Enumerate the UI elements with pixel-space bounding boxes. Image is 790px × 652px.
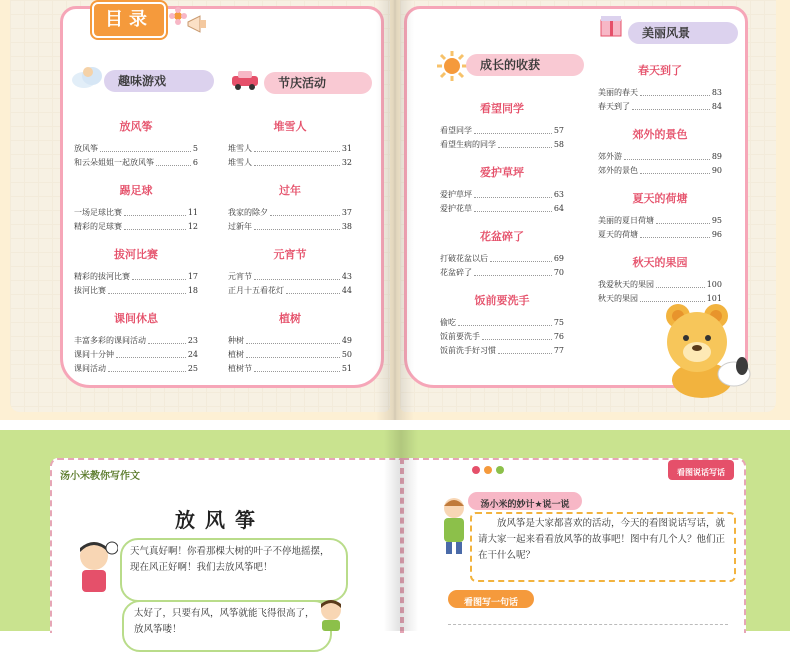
toc-entry-page: 84 <box>711 102 722 111</box>
toc-entry-title: 堆雪人 <box>228 158 252 167</box>
leader-dots <box>498 353 552 354</box>
toc-entry-page: 77 <box>553 346 564 355</box>
leader-dots <box>156 165 191 166</box>
toc-section <box>440 164 564 216</box>
leader-dots <box>474 211 552 212</box>
toc-entry-title: 我爱秋天的果园 <box>598 280 654 289</box>
toc-section-title: 看望同学 <box>480 102 524 115</box>
leader-dots <box>246 357 340 358</box>
toc-entry-page: 24 <box>187 350 198 359</box>
teddy-bear-icon <box>642 300 752 400</box>
toc-entry[interactable] <box>74 362 198 376</box>
toc-entry[interactable] <box>440 316 564 330</box>
toc-entry-title: 和云朵姐姐一起放风筝 <box>74 158 154 167</box>
toc-entry-page: 51 <box>341 364 352 373</box>
toc-entry[interactable] <box>228 362 352 376</box>
toc-entry-title: 植树 <box>228 350 244 359</box>
book-spine-shadow <box>376 0 414 420</box>
toc-section-title: 夏天的荷塘 <box>632 192 688 205</box>
toc-entry-page: 11 <box>187 208 198 217</box>
toc-section-title: 秋天的果园 <box>632 256 688 269</box>
toc-entry[interactable] <box>228 142 352 156</box>
teacher-avatar <box>436 496 472 554</box>
leader-dots <box>474 197 552 198</box>
leader-dots <box>108 293 186 294</box>
book-spine-shadow <box>384 430 418 631</box>
toc-entry-page: 17 <box>187 272 198 281</box>
toc-entry-title: 放风筝 <box>74 144 98 153</box>
category-label: 节庆活动 <box>278 76 327 90</box>
toc-entry[interactable] <box>228 270 352 284</box>
leader-dots <box>474 275 552 276</box>
tip-box <box>470 512 736 582</box>
speech-text: 天气真好啊！你看那棵大树的叶子不停地摇摆，现在风正好啊！我们去放风筝吧！ <box>130 546 330 573</box>
toc-entry[interactable] <box>228 206 352 220</box>
toc-entry[interactable] <box>74 142 198 156</box>
toc-entry[interactable] <box>598 228 722 242</box>
toc-entry-title: 种树 <box>228 336 244 345</box>
toc-section-title: 踢足球 <box>119 184 153 197</box>
toc-column-3 <box>440 100 564 358</box>
toc-section-title: 郊外的景色 <box>632 128 688 141</box>
toc-entry-page: 6 <box>192 158 198 167</box>
toc-entry-title: 拔河比赛 <box>74 286 106 295</box>
toc-entry-title: 偷吃 <box>440 318 456 327</box>
toc-section <box>598 62 722 114</box>
toc-entry-title: 看望生病的同学 <box>440 140 496 149</box>
toc-title: 目录 <box>105 9 153 30</box>
leader-dots <box>624 159 710 160</box>
tip-label <box>468 492 582 510</box>
toc-entry-title: 郊外游 <box>598 152 622 161</box>
toc-entry[interactable] <box>228 156 352 170</box>
gift-icon <box>598 12 628 38</box>
toc-entry-title: 我家的除夕 <box>228 208 268 217</box>
leader-dots <box>640 237 710 238</box>
toc-section-title: 过年 <box>279 184 301 197</box>
toc-entry[interactable] <box>74 156 198 170</box>
tip-text: 放风筝是大家都喜欢的活动，今天的看图说话写话，就请大家一起来看看放风筝的故事吧！图中有几个人？他们正在干什么呢？ <box>478 518 726 561</box>
leader-dots <box>108 371 186 372</box>
toc-entry-title: 爱护花草 <box>440 204 472 213</box>
sentence-label <box>448 590 534 608</box>
toc-section <box>228 118 352 170</box>
leader-dots <box>254 229 340 230</box>
toc-entry-page: 49 <box>341 336 352 345</box>
leader-dots <box>474 133 552 134</box>
toc-entry-title: 饭前洗手好习惯 <box>440 346 496 355</box>
toc-section-title: 堆雪人 <box>273 120 307 133</box>
toc-entry[interactable] <box>440 266 564 280</box>
category-tab-growth <box>466 54 584 76</box>
toc-entry-page: 100 <box>706 280 722 289</box>
toc-entry[interactable] <box>598 150 722 164</box>
girl-avatar <box>316 598 346 631</box>
toc-section <box>598 190 722 242</box>
toc-entry-title: 秋天的果园 <box>598 294 638 303</box>
toc-entry[interactable] <box>74 334 198 348</box>
toc-entry-page: 25 <box>187 364 198 373</box>
leader-dots <box>254 165 340 166</box>
toc-section-title: 植树 <box>279 312 301 325</box>
toc-entry[interactable] <box>598 278 722 292</box>
toc-entry-title: 美丽的春天 <box>598 88 638 97</box>
toc-entry[interactable] <box>598 100 722 114</box>
leader-dots <box>148 343 186 344</box>
toc-entry-page: 12 <box>187 222 198 231</box>
toc-entry-page: 95 <box>711 216 722 225</box>
toc-entry-title: 美丽的夏日荷塘 <box>598 216 654 225</box>
toc-column-2 <box>228 118 352 376</box>
category-tab-games <box>104 70 214 92</box>
toc-entry[interactable] <box>440 202 564 216</box>
toc-entry-page: 32 <box>341 158 352 167</box>
toc-entry-title: 一场足球比赛 <box>74 208 122 217</box>
category-label: 趣味游戏 <box>118 74 167 88</box>
toc-entry[interactable] <box>440 138 564 152</box>
toc-entry[interactable] <box>74 270 198 284</box>
toc-entry[interactable] <box>440 252 564 266</box>
toc-entry-page: 5 <box>192 144 198 153</box>
toc-section <box>228 310 352 376</box>
toc-entry[interactable] <box>74 348 198 362</box>
toc-entry[interactable] <box>228 220 352 234</box>
toc-entry-page: 31 <box>341 144 352 153</box>
toc-title-badge <box>92 2 166 38</box>
toc-entry-title: 课间活动 <box>74 364 106 373</box>
toc-entry[interactable] <box>440 124 564 138</box>
toc-entry-title: 看望同学 <box>440 126 472 135</box>
brand-text: 汤小米教你写作文 <box>60 471 140 482</box>
tip-label-text: 汤小米的妙计★说一说 <box>480 500 570 510</box>
leaf-decoration-icon <box>470 462 520 478</box>
toc-section <box>440 100 564 152</box>
toc-section <box>228 246 352 298</box>
toc-entry[interactable] <box>74 220 198 234</box>
lesson-book-spread <box>0 430 790 635</box>
toc-entry[interactable] <box>598 214 722 228</box>
toc-column-1 <box>74 118 198 376</box>
leader-dots <box>458 325 552 326</box>
leader-dots <box>490 261 552 262</box>
toc-entry-page: 101 <box>706 294 722 303</box>
leader-dots <box>640 173 710 174</box>
toc-entry-title: 精彩的拔河比赛 <box>74 272 130 281</box>
toc-entry-title: 春天到了 <box>598 102 630 111</box>
megaphone-icon <box>186 14 210 34</box>
toc-entry-title: 爱护草坪 <box>440 190 472 199</box>
toc-section-title: 课间休息 <box>114 312 158 325</box>
toc-section <box>74 118 198 170</box>
leader-dots <box>640 95 710 96</box>
toc-entry-page: 57 <box>553 126 564 135</box>
toc-entry-title: 过新年 <box>228 222 252 231</box>
flower-icon <box>168 6 188 26</box>
sun-icon <box>436 50 468 82</box>
toc-entry-page: 23 <box>187 336 198 345</box>
leader-dots <box>246 343 340 344</box>
toc-entry[interactable] <box>228 334 352 348</box>
toc-entry-page: 64 <box>553 204 564 213</box>
leader-dots <box>124 215 186 216</box>
leader-dots <box>116 357 186 358</box>
toc-section-title: 爱护草坪 <box>480 166 524 179</box>
header-right-badge <box>668 460 734 480</box>
toc-section <box>74 246 198 298</box>
leader-dots <box>254 151 340 152</box>
toc-entry[interactable] <box>74 206 198 220</box>
toc-section-title: 春天到了 <box>638 64 682 77</box>
toc-entry-page: 37 <box>341 208 352 217</box>
toc-entry-page: 69 <box>553 254 564 263</box>
toc-entry-title: 课间十分钟 <box>74 350 114 359</box>
leader-dots <box>254 371 340 372</box>
toc-entry[interactable] <box>440 188 564 202</box>
toc-section <box>228 182 352 234</box>
toc-entry-page: 58 <box>553 140 564 149</box>
toc-section <box>74 310 198 376</box>
leader-dots <box>270 215 340 216</box>
toc-entry-page: 50 <box>341 350 352 359</box>
leader-dots <box>482 339 552 340</box>
leader-dots <box>124 229 186 230</box>
toc-entry-title: 饭前要洗手 <box>440 332 480 341</box>
cloud-icon <box>70 62 106 90</box>
toc-section <box>74 182 198 234</box>
toc-entry[interactable] <box>440 344 564 358</box>
toc-entry-page: 43 <box>341 272 352 281</box>
leader-dots <box>254 279 340 280</box>
toc-section-title: 饭前要洗手 <box>474 294 530 307</box>
category-label: 美丽风景 <box>642 26 691 40</box>
toc-entry-page: 90 <box>711 166 722 175</box>
writing-line <box>448 624 728 625</box>
speech-bubble <box>122 600 332 652</box>
toc-section-title: 花盆碎了 <box>480 230 524 243</box>
toc-section-title: 元宵节 <box>273 248 307 261</box>
toc-entry-page: 63 <box>553 190 564 199</box>
leader-dots <box>632 109 710 110</box>
toc-section <box>598 254 722 306</box>
toc-entry-title: 堆雪人 <box>228 144 252 153</box>
toc-section-title: 放风筝 <box>119 120 153 133</box>
toc-entry-page: 76 <box>553 332 564 341</box>
toc-entry-page: 38 <box>341 222 352 231</box>
header-right-label: 看图说话写话 <box>677 468 725 477</box>
leader-dots <box>498 147 552 148</box>
toc-entry-page: 83 <box>711 88 722 97</box>
toc-entry[interactable] <box>598 164 722 178</box>
leader-dots <box>656 287 705 288</box>
car-icon <box>228 68 264 92</box>
toc-entry-title: 正月十五看花灯 <box>228 286 284 295</box>
toc-entry-page: 75 <box>553 318 564 327</box>
toc-entry-title: 夏天的荷塘 <box>598 230 638 239</box>
leader-dots <box>132 279 186 280</box>
category-tab-scenery <box>628 22 738 44</box>
toc-entry[interactable] <box>228 348 352 362</box>
toc-section <box>440 228 564 280</box>
lesson-title: 放风筝 <box>175 508 265 532</box>
boy-avatar <box>72 538 118 598</box>
toc-entry[interactable] <box>598 86 722 100</box>
toc-section-title: 拔河比赛 <box>114 248 158 261</box>
toc-entry-page: 96 <box>711 230 722 239</box>
toc-entry-title: 打破花盆以后 <box>440 254 488 263</box>
leader-dots <box>286 293 340 294</box>
toc-entry-title: 植树节 <box>228 364 252 373</box>
toc-entry-page: 44 <box>341 286 352 295</box>
toc-entry-title: 精彩的足球赛 <box>74 222 122 231</box>
leader-dots <box>100 151 191 152</box>
toc-entry-title: 郊外的景色 <box>598 166 638 175</box>
speech-bubble <box>120 538 348 602</box>
toc-entry[interactable] <box>440 330 564 344</box>
category-tab-festivals <box>264 72 372 94</box>
toc-entry-page: 89 <box>711 152 722 161</box>
toc-entry-page: 70 <box>553 268 564 277</box>
toc-entry-page: 18 <box>187 286 198 295</box>
toc-entry[interactable] <box>228 284 352 298</box>
toc-entry-title: 元宵节 <box>228 272 252 281</box>
toc-column-4 <box>598 62 722 306</box>
toc-entry[interactable] <box>74 284 198 298</box>
category-label: 成长的收获 <box>480 58 541 72</box>
toc-entry-title: 丰富多彩的课间活动 <box>74 336 146 345</box>
toc-section <box>598 126 722 178</box>
toc-section <box>440 292 564 358</box>
leader-dots <box>656 223 710 224</box>
toc-entry-title: 花盆碎了 <box>440 268 472 277</box>
sentence-label-text: 看图写一句话 <box>463 598 518 608</box>
speech-text: 太好了，只要有风，风筝就能飞得很高了，放风筝喽！ <box>134 608 315 635</box>
brand-header <box>60 464 220 482</box>
